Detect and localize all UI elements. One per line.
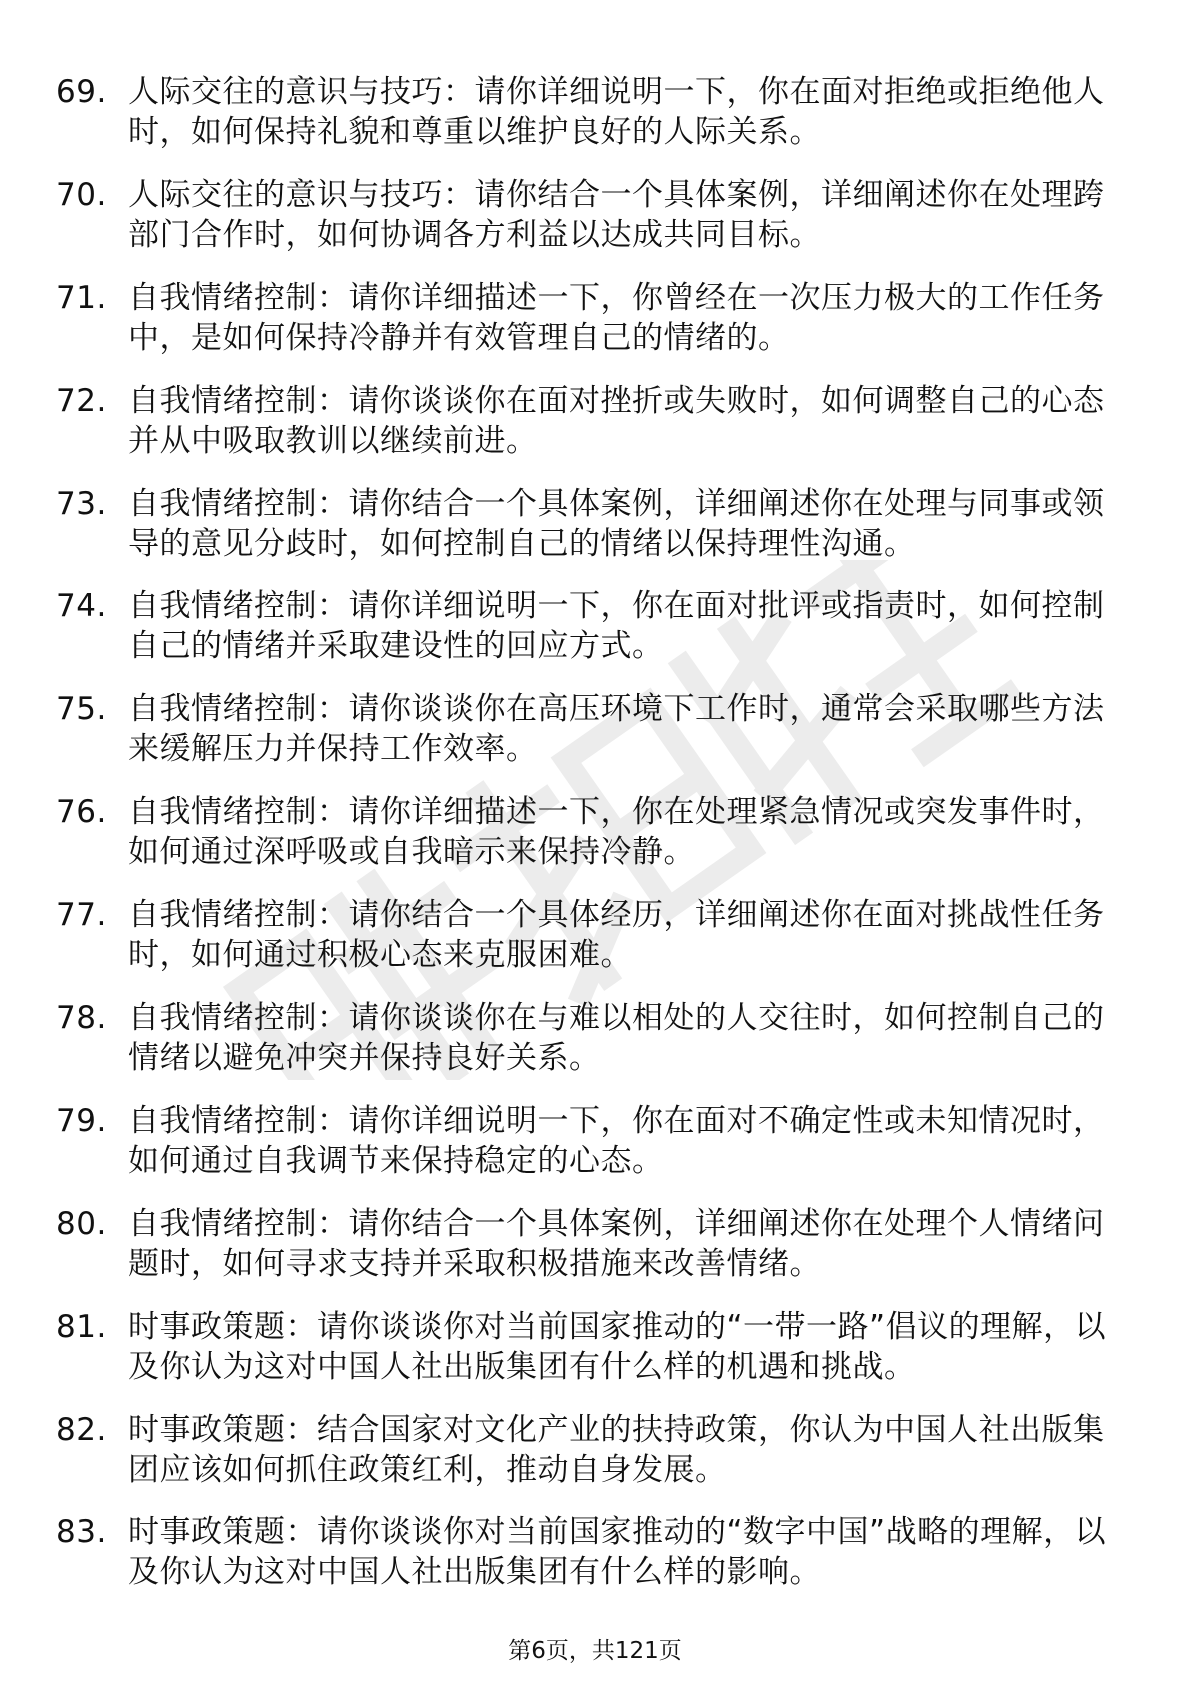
question-text: 自我情绪控制：请你谈谈你在与难以相处的人交往时，如何控制自己的情绪以避免冲突并保持良好关系。 (128, 1000, 1105, 1077)
question-number: 70. (56, 176, 107, 213)
question-number: 81. (56, 1308, 107, 1345)
question-item (0, 792, 1190, 872)
question-number: 76. (56, 794, 107, 831)
question-text: 时事政策题：结合国家对文化产业的扶持政策，你认为中国人社出版集团应该如何抓住政策红利，推动自身发展。 (128, 1411, 1105, 1488)
page-number-label: 第6页，共121页 (508, 1638, 682, 1664)
question-text: 自我情绪控制：请你详细描述一下，你在处理紧急情况或突发事件时，如何通过深呼吸或自我暗示来保持冷静。 (128, 794, 1105, 871)
question-item (0, 278, 1190, 358)
page-footer (0, 1636, 1190, 1666)
question-text: 自我情绪控制：请你详细说明一下，你在面对批评或指责时，如何控制自己的情绪并采取建设性的回应方式。 (128, 588, 1105, 665)
question-text: 自我情绪控制：请你详细描述一下，你曾经在一次压力极大的工作任务中，是如何保持冷静并有效管理自己的情绪的。 (128, 279, 1105, 356)
question-number: 75. (56, 691, 107, 728)
question-item (0, 998, 1190, 1078)
question-item (0, 72, 1190, 152)
question-text: 人际交往的意识与技巧：请你结合一个具体案例，详细阐述你在处理跨部门合作时，如何协调各方利益以达成共同目标。 (128, 176, 1105, 253)
question-item (0, 895, 1190, 975)
question-text: 自我情绪控制：请你结合一个具体案例，详细阐述你在处理个人情绪问题时，如何寻求支持并采取积极措施来改善情绪。 (128, 1205, 1105, 1282)
question-text: 时事政策题：请你谈谈你对当前国家推动的“一带一路”倡议的理解，以及你认为这对中国人社出版集团有什么样的机遇和挑战。 (128, 1308, 1107, 1385)
question-item (0, 175, 1190, 255)
question-number: 73. (56, 485, 107, 522)
question-text: 自我情绪控制：请你结合一个具体经历，详细阐述你在面对挑战性任务时，如何通过积极心态来克服困难。 (128, 897, 1105, 974)
question-number: 72. (56, 382, 107, 419)
question-number: 78. (56, 1000, 107, 1037)
question-number: 79. (56, 1102, 107, 1139)
question-number: 69. (56, 74, 107, 110)
question-list (0, 72, 1190, 1615)
question-number: 71. (56, 279, 107, 316)
question-item (0, 381, 1190, 461)
question-text: 自我情绪控制：请你详细说明一下，你在面对不确定性或未知情况时，如何通过自我调节来保持稳定的心态。 (128, 1102, 1105, 1179)
question-number: 83. (56, 1514, 107, 1551)
question-text: 人际交往的意识与技巧：请你详细说明一下，你在面对拒绝或拒绝他人时，如何保持礼貌和尊重以维护良好的人际关系。 (128, 74, 1105, 150)
question-item (0, 586, 1190, 666)
question-item (0, 689, 1190, 769)
question-item (0, 1512, 1190, 1592)
question-number: 82. (56, 1411, 107, 1448)
question-item (0, 1204, 1190, 1284)
question-text: 自我情绪控制：请你谈谈你在面对挫折或失败时，如何调整自己的心态并从中吸取教训以继续前进。 (128, 382, 1105, 459)
question-item (0, 1307, 1190, 1387)
question-item (0, 484, 1190, 564)
question-item (0, 1101, 1190, 1181)
question-number: 80. (56, 1205, 107, 1242)
question-text: 自我情绪控制：请你谈谈你在高压环境下工作时，通常会采取哪些方法来缓解压力并保持工作效率。 (128, 691, 1105, 768)
question-number: 74. (56, 588, 107, 625)
question-text: 自我情绪控制：请你结合一个具体案例，详细阐述你在处理与同事或领导的意见分歧时，如何控制自己的情绪以保持理性沟通。 (128, 485, 1105, 562)
question-number: 77. (56, 897, 107, 934)
question-text: 时事政策题：请你谈谈你对当前国家推动的“数字中国”战略的理解，以及你认为这对中国人社出版集团有什么样的影响。 (128, 1514, 1107, 1591)
question-item (0, 1410, 1190, 1490)
